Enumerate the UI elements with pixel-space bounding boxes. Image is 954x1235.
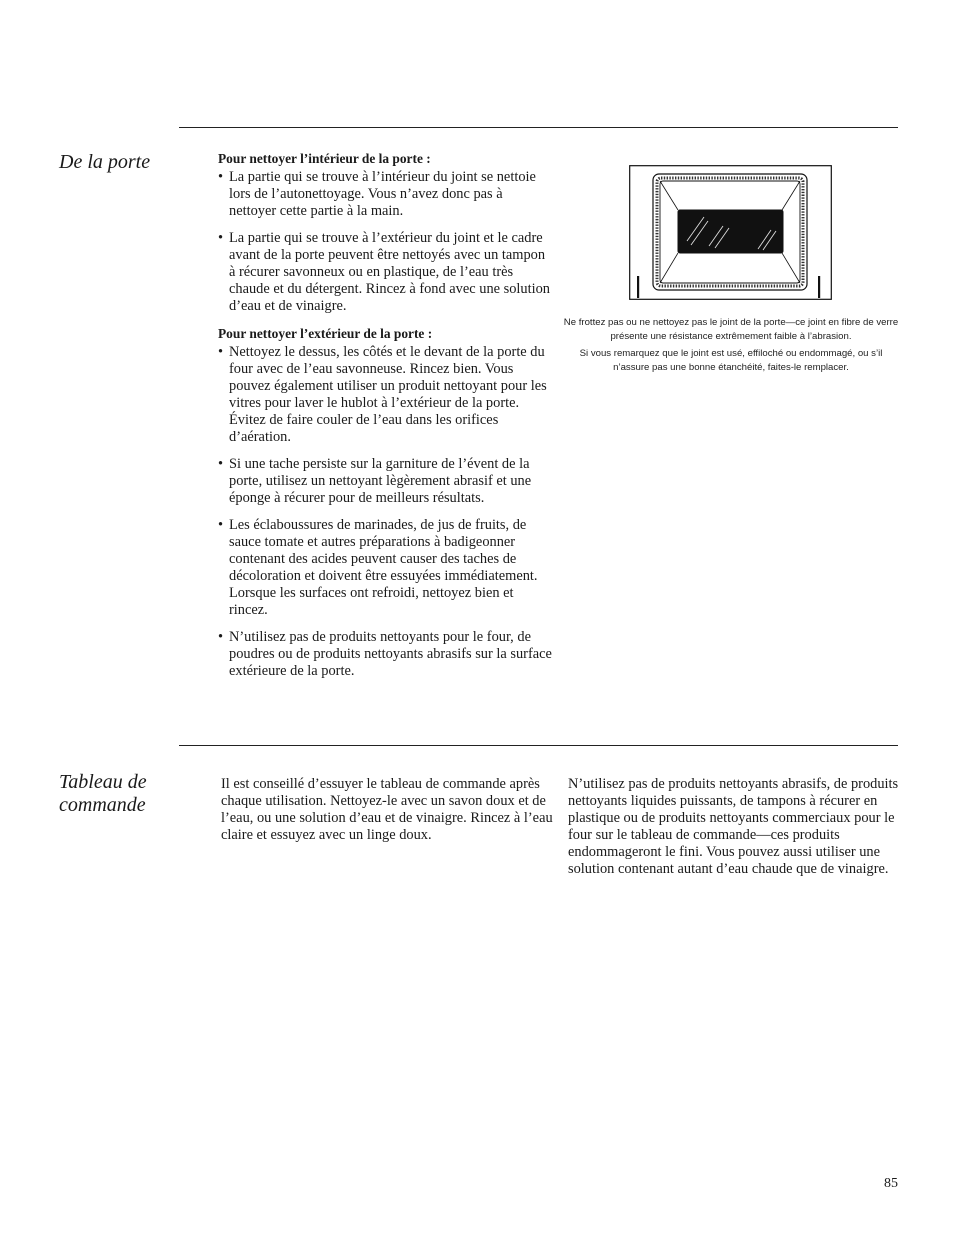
list-item: • Nettoyez le dessus, les côtés et le devant de la porte du four avec de l’eau savonneuse. Rincez bien. Vous pouvez également utiliser un produit nettoyant pour les vitres pour laver le hublot à l’extérieur de la porte. Évitez de faire couler de l’eau dans les orifices d’aération. (218, 344, 553, 446)
interior-heading: Pour nettoyer l’intérieur de la porte : (218, 151, 431, 166)
caption-line: Ne frottez pas ou ne nettoyez pas le joint de la porte—ce joint en fibre de verre présente une résistance extrêmement faible à l’abrasion. (563, 317, 899, 342)
page-number: 85 (884, 1176, 898, 1191)
exterior-list (218, 344, 553, 680)
door-hinge-right (818, 276, 820, 298)
oven-door-illustration (629, 165, 832, 300)
interior-list (218, 169, 553, 315)
section-title-control-panel: Tableau de commande (59, 771, 147, 816)
door-text-column (218, 150, 553, 690)
list-item: • La partie qui se trouve à l’extérieur du joint et le cadre avant de la porte peuvent être nettoyés avec un tampon à récurer savonneux ou en plastique, de l’eau très chaude et du détergent. Rincez à fond avec une solution d’eau et de vinaigre. (218, 230, 553, 315)
section-title-door: De la porte (59, 151, 151, 173)
control-panel-right-text (568, 776, 900, 878)
list-item: • Si une tache persiste sur la garniture de l’évent de la porte, utilisez un nettoyant lègèrement abrasif et une éponge à récurer pour de meilleurs résultats. (218, 456, 553, 507)
control-panel-left-text (221, 776, 554, 844)
list-item: • N’utilisez pas de produits nettoyants pour le four, de poudres ou de produits nettoyants abrasifs sur la surface extérieure de la porte. (218, 629, 553, 680)
door-hinge-left (637, 276, 639, 298)
top-divider (179, 127, 898, 128)
paragraph: N’utilisez pas de produits nettoyants abrasifs, de produits nettoyants liquides puissants, de tampons à récurer en plastique ou de produits nettoyants commerciaux pour le four sur le tableau de commande—ces produits endommageront le fini. Vous pouvez aussi utiliser une solution contenant autant d’eau chaude que de vinaigre. (568, 776, 899, 877)
list-item: • Les éclaboussures de marinades, de jus de fruits, de sauce tomate et autres préparations à badigeonner contenant des acides peuvent causer des taches de décoloration et doivent être essuyées immédiatement. Lorsque les surfaces ont refroidi, nettoyez bien et rincez. (218, 517, 553, 619)
section-divider (179, 745, 898, 746)
exterior-heading: Pour nettoyer l’extérieur de la porte : (218, 326, 433, 341)
caption-line: Si vous remarquez que le joint est usé, effiloché ou endommagé, ou s’il n’assure pas une bonne étanchéité, faites-le remplacer. (579, 348, 883, 373)
illustration-caption (562, 316, 900, 378)
list-item: • La partie qui se trouve à l’intérieur du joint se nettoie lors de l’autonettoyage. Vous n’avez donc pas à nettoyer cette partie à la main. (218, 169, 553, 220)
paragraph: Il est conseillé d’essuyer le tableau de commande après chaque utilisation. Nettoyez-le avec un savon doux et de l’eau, ou une solution d’eau et de vinaigre. Rincez à l’eau claire et essuyez avec un linge doux. (221, 776, 553, 843)
